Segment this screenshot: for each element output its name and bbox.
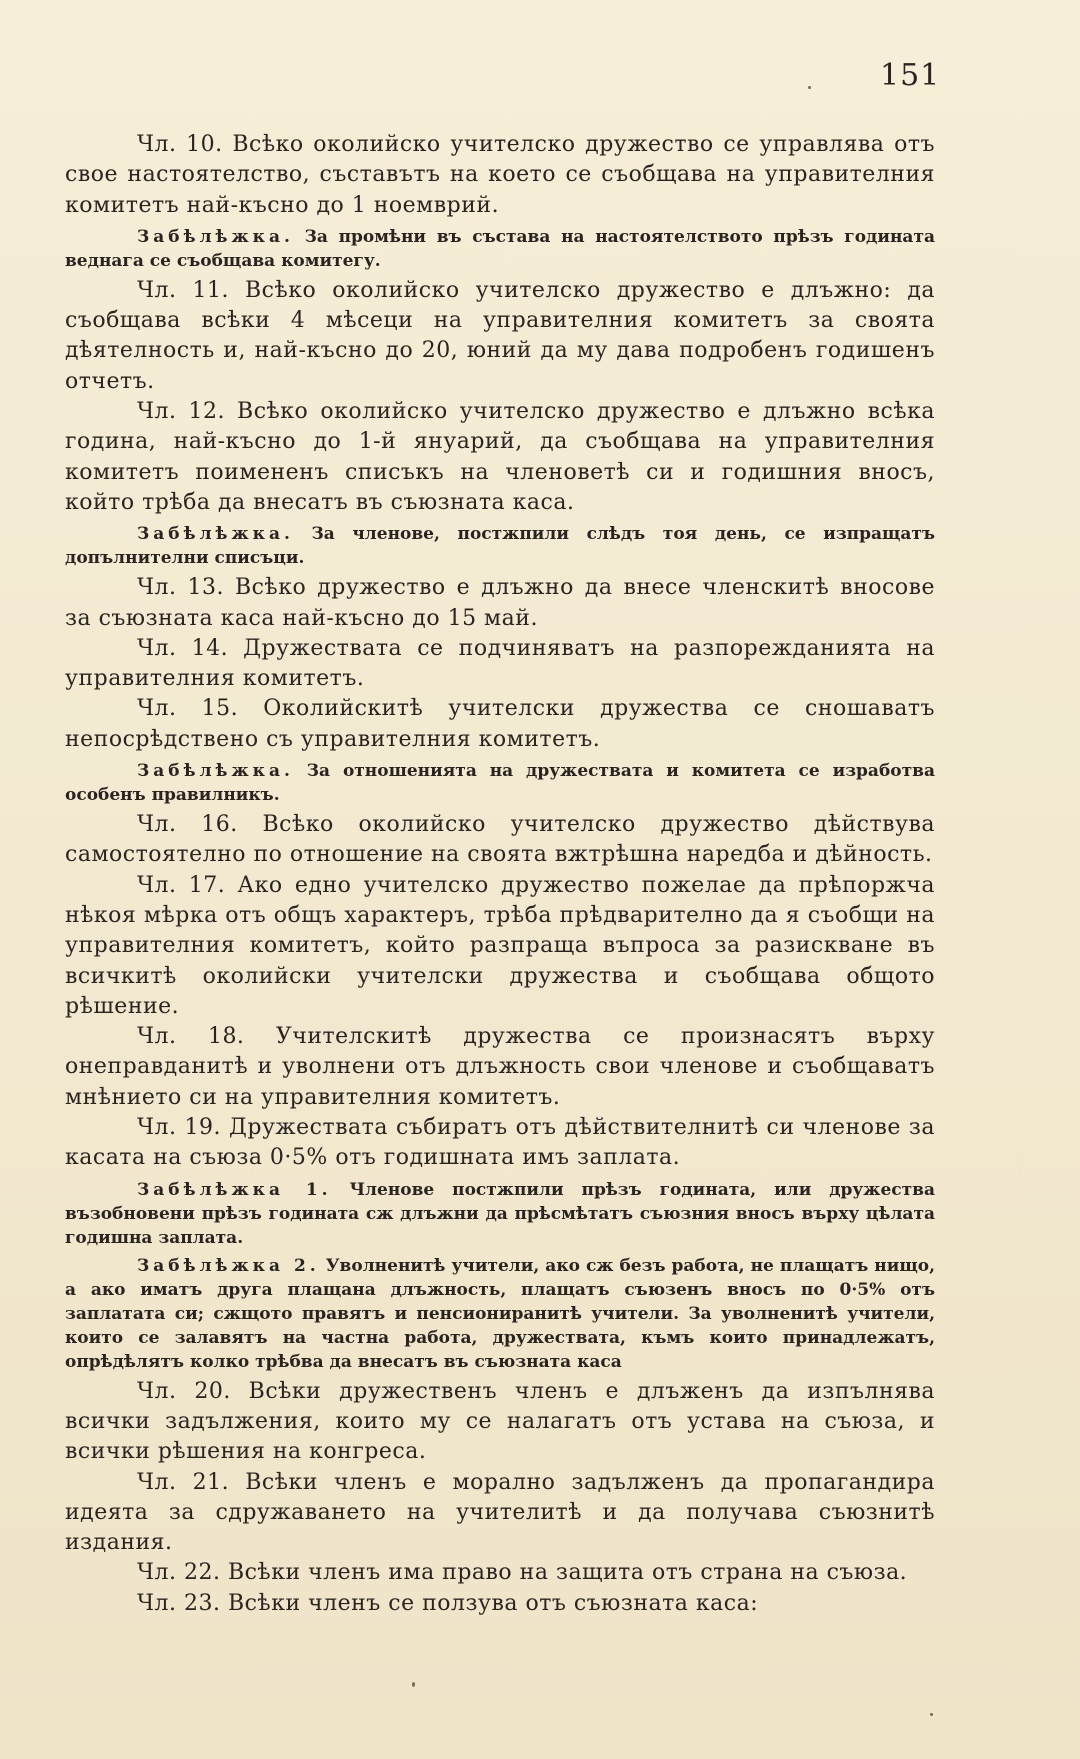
note-label: Забѣлѣжка. [137,761,294,782]
article-18: Чл. 18. Учителскитѣ дружества се произнасятъ върху онеправданитѣ и уволнени отъ длъжность свои членове и съобщаватъ мнѣнието си на управителния комитетъ. [65,1024,935,1110]
note-text: За отношенията на дружествата и комитета се изработва особенъ правилникъ. [65,761,935,806]
note-art-12 [65,522,935,570]
page-number: 151 [880,58,941,93]
note-1-art-19 [65,1178,935,1250]
paper-speck [930,1713,933,1716]
article-16: Чл. 16. Всѣко околийско учителско дружество дѣйствува самостоятелно по отношение на своята вжтрѣшна наредба и дѣйность. [65,812,935,868]
article-11: Чл. 11. Всѣко околийско учителско дружество е длъжно: да съобщава всѣки 4 мѣсеци на управителния комитетъ за своята дѣятелность и, най-късно до 20, юний да му дава подробенъ годишенъ отчетъ. [65,277,935,394]
article-15: Чл. 15. Околийскитѣ учителски дружества се сношаватъ непосрѣдствено съ управителния комитетъ. [65,696,935,752]
article-19: Чл. 19. Дружествата събиратъ отъ дѣйствителнитѣ си членове за касата на съюза 0·5% отъ годишната имъ заплата. [65,1115,935,1171]
article-22: Чл. 22. Всѣки членъ има право на защита отъ страна на съюза. [137,1560,908,1586]
article-13: Чл. 13. Всѣко дружество е длъжно да внесе членскитѣ вносове за съюзната каса най-късно до 15 май. [65,575,935,631]
note-art-10 [65,225,935,273]
article-14: Чл. 14. Дружествата се подчиняватъ на разпорежданията на управителния комитетъ. [65,635,935,692]
article-17: Чл. 17. Ако едно учителско дружество пожелае да прѣпоржча нѣкоя мѣрка отъ общъ характеръ, трѣба прѣдварително да я съобщи на управителния комитетъ, който разпраща въпроса за разискване въ всичкитѣ околийски учителски дружества и съобщава общото рѣшение. [65,872,935,1019]
page-text [65,130,935,1619]
article-21: Чл. 21. Всѣки членъ е морално задълженъ да пропагандира идеята за сдружаването на учителитѣ и да получава съюзнитѣ издания. [65,1469,935,1556]
article-10: Чл. 10. Всѣко околийско учителско дружество се управлява отъ свое настоятелство, съставътъ на което се съобщава на управителния комитетъ най-късно до 1 ноемврий. [65,132,935,218]
note-text: За промѣни въ състава на настоятелството прѣзъ годината веднага се съобщава комитегу. [65,226,935,271]
paper-speck [412,1682,415,1687]
note-label: Забѣлѣжка. [137,226,294,247]
note-label: Забѣлѣжка 1. [137,1179,332,1200]
note-label: Забѣлѣжка 2. [137,1255,320,1276]
note-label: Забѣлѣжка. [137,524,294,545]
article-12: Чл. 12. Всѣко околийско учителско дружество е длъжно всѣка година, най-късно до 1-й януарий, да съобщава на управителния комитетъ поимененъ списъкъ на членоветѣ си и годишния вносъ, който трѣба да внесатъ въ съюзната каса. [65,399,935,515]
article-20: Чл. 20. Всѣки дружественъ членъ е длъженъ да изпълнява всички задължения, които му се налагатъ отъ устава на съюза, и всички рѣшения на конгреса. [65,1378,935,1465]
note-2-art-19 [65,1254,935,1374]
note-art-15 [65,759,935,807]
note-text: Членове постжпили прѣзъ годината, или дружества възобновени прѣзъ годината сж длъжни да прѣсмѣтатъ съюзния вносъ върху цѣлата годишна заплата. [65,1179,935,1248]
note-text: Уволненитѣ учители, ако сж безъ работа, не плащатъ нищо, а ако иматъ друга плащана длъжность, плащатъ съюзенъ вносъ по 0·5% отъ заплатата си; сжщото правятъ и пенсиониранитѣ учители. За уволненитѣ учители, които се залавятъ на частна работа, дружествата, къмъ които принадлежатъ, опрѣдѣлятъ колко трѣбва да внесатъ въ съюзната каса [65,1255,935,1372]
article-23: Чл. 23. Всѣки членъ се ползува отъ съюзната каса: [137,1590,759,1616]
paper-speck [808,86,811,89]
note-text: За членове, постжпили слѣдъ тоя день, се изпращатъ допълнителни списъци. [65,524,935,569]
